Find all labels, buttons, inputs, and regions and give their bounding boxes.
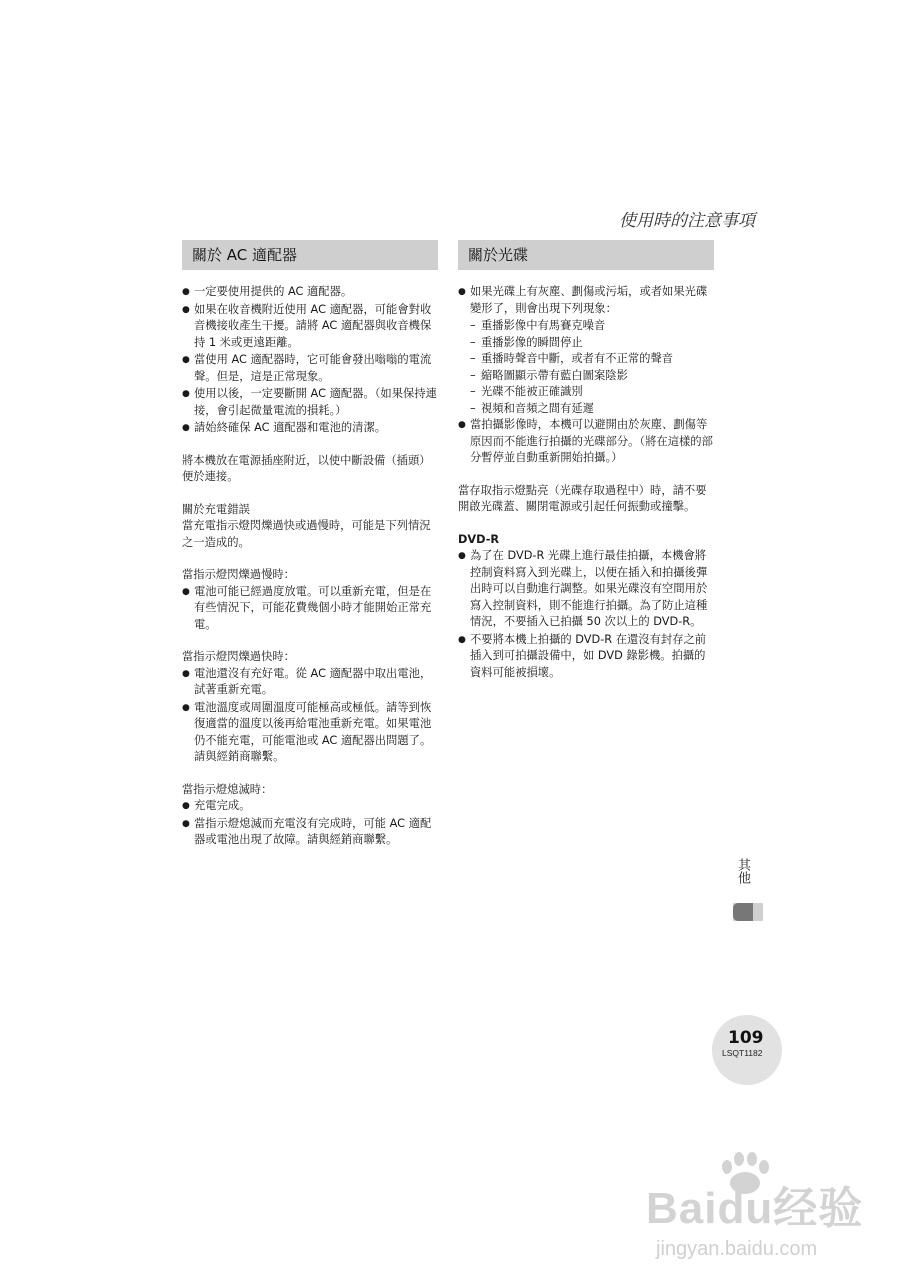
access-lamp-paragraph: 當存取指示燈點亮（光碟存取過程中）時，請不要開啟光碟蓋、關閉電源或引起任何振動或撞擊。 (458, 483, 707, 513)
disc-symptom-list (470, 318, 714, 417)
right-column (458, 240, 714, 695)
list-item: ● 一定要使用提供的 AC 適配器。 (182, 284, 438, 301)
list-item: ● 如果在收音機附近使用 AC 適配器，可能會對收音機接收產生干擾。請將 AC 適配器與收音機保持 1 米或更遠距離。 (182, 302, 438, 352)
charge-error-title: 關於充電錯誤 (182, 502, 250, 516)
fast-blink-list (182, 666, 438, 766)
dvdr-title: DVD-R (458, 532, 500, 546)
page-number: 109 (728, 1028, 764, 1048)
list-item: – 視頻和音頻之間有延遲 (470, 401, 714, 418)
list-item: ● 電池溫度或周圍溫度可能極高或極低。請等到恢復適當的溫度以後再給電池重新充電。如果電池仍不能充電，可能電池或 AC 適配器出問題了。請與經銷商聯繫。 (182, 700, 438, 766)
list-item: – 重播時聲音中斷，或者有不正常的聲音 (470, 351, 714, 368)
list-item: ● 電池可能已經過度放電。可以重新充電，但是在有些情況下，可能花費幾個小時才能開始正常充電。 (182, 584, 438, 634)
section-heading-discs: 關於光碟 (458, 240, 714, 270)
slow-blink-list (182, 584, 438, 634)
disc-bullet-text: 如果光碟上有灰塵、劃傷或污垢，或者如果光碟變形了，則會出現下列現象： (470, 285, 708, 315)
left-column (182, 240, 438, 863)
list-item: ● 使用以後，一定要斷開 AC 適配器。（如果保持連接，會引起微量電流的損耗。） (182, 386, 438, 419)
list-item: – 重播影像的瞬間停止 (470, 335, 714, 352)
side-tab-label: 其他 (735, 858, 750, 884)
dvdr-bullet-list (458, 548, 714, 681)
side-tab-marker (733, 903, 763, 921)
list-item (458, 284, 714, 317)
slow-blink-title: 當指示燈閃爍過慢時： (182, 568, 295, 581)
list-item: ● 請始終確保 AC 適配器和電池的清潔。 (182, 420, 438, 437)
baidu-watermark (646, 1150, 886, 1270)
list-item: – 重播影像中有馬賽克噪音 (470, 318, 714, 335)
list-item: ● 充電完成。 (182, 798, 438, 815)
list-item: – 光碟不能被正確識別 (470, 384, 714, 401)
watermark-logo: Baidu经验 (646, 1184, 864, 1233)
page-header-title: 使用時的注意事項 (619, 211, 755, 231)
ac-adaptor-bullet-list (182, 284, 438, 437)
disc-bullet-list-2 (458, 417, 714, 467)
list-item: ● 不要將本機上拍攝的 DVD-R 在還沒有封存之前插入到可拍攝設備中，如 DVD 錄影機。拍攝的資料可能被損壞。 (458, 632, 714, 682)
charge-error-intro: 當充電指示燈閃爍過快或過慢時，可能是下列情況之一造成的。 (182, 519, 431, 549)
light-off-list (182, 798, 438, 849)
disc-bullet-list (458, 284, 714, 317)
list-item: ● 為了在 DVD-R 光碟上進行最佳拍攝，本機會將控制資料寫入到光碟上，以便在插入和拍攝後彈出時可以自動進行調整。如果光碟沒有空間用於寫入控制資料，則不能進行拍攝。為了防止這種情況，不要插入已拍攝 50 次以上的 DVD-R。 (458, 548, 714, 631)
list-item: ● 當使用 AC 適配器時，它可能會發出嗡嗡的電流聲。但是，這是正常現象。 (182, 352, 438, 385)
section-heading-ac-adaptor: 關於 AC 適配器 (182, 240, 438, 270)
list-item: – 縮略圖顯示帶有藍白圖案陰影 (470, 368, 714, 385)
list-item: ● 當拍攝影像時，本機可以避開由於灰塵、劃傷等原因而不能進行拍攝的光碟部分。（將在這樣的部分暫停並自動重新開始拍攝。） (458, 417, 714, 467)
document-code: LSQT1182 (722, 1048, 763, 1058)
outlet-paragraph: 將本機放在電源插座附近，以使中斷設備（插頭）便於連接。 (182, 453, 431, 483)
fast-blink-title: 當指示燈閃爍過快時： (182, 650, 295, 663)
list-item: ● 電池還沒有充好電。從 AC 適配器中取出電池，試著重新充電。 (182, 666, 438, 699)
list-item: ● 當指示燈熄滅而充電沒有完成時，可能 AC 適配器或電池出現了故障。請與經銷商聯繫。 (182, 816, 438, 849)
watermark-url: jingyan.baidu.com (656, 1238, 818, 1260)
light-off-title: 當指示燈熄滅時： (182, 782, 273, 796)
